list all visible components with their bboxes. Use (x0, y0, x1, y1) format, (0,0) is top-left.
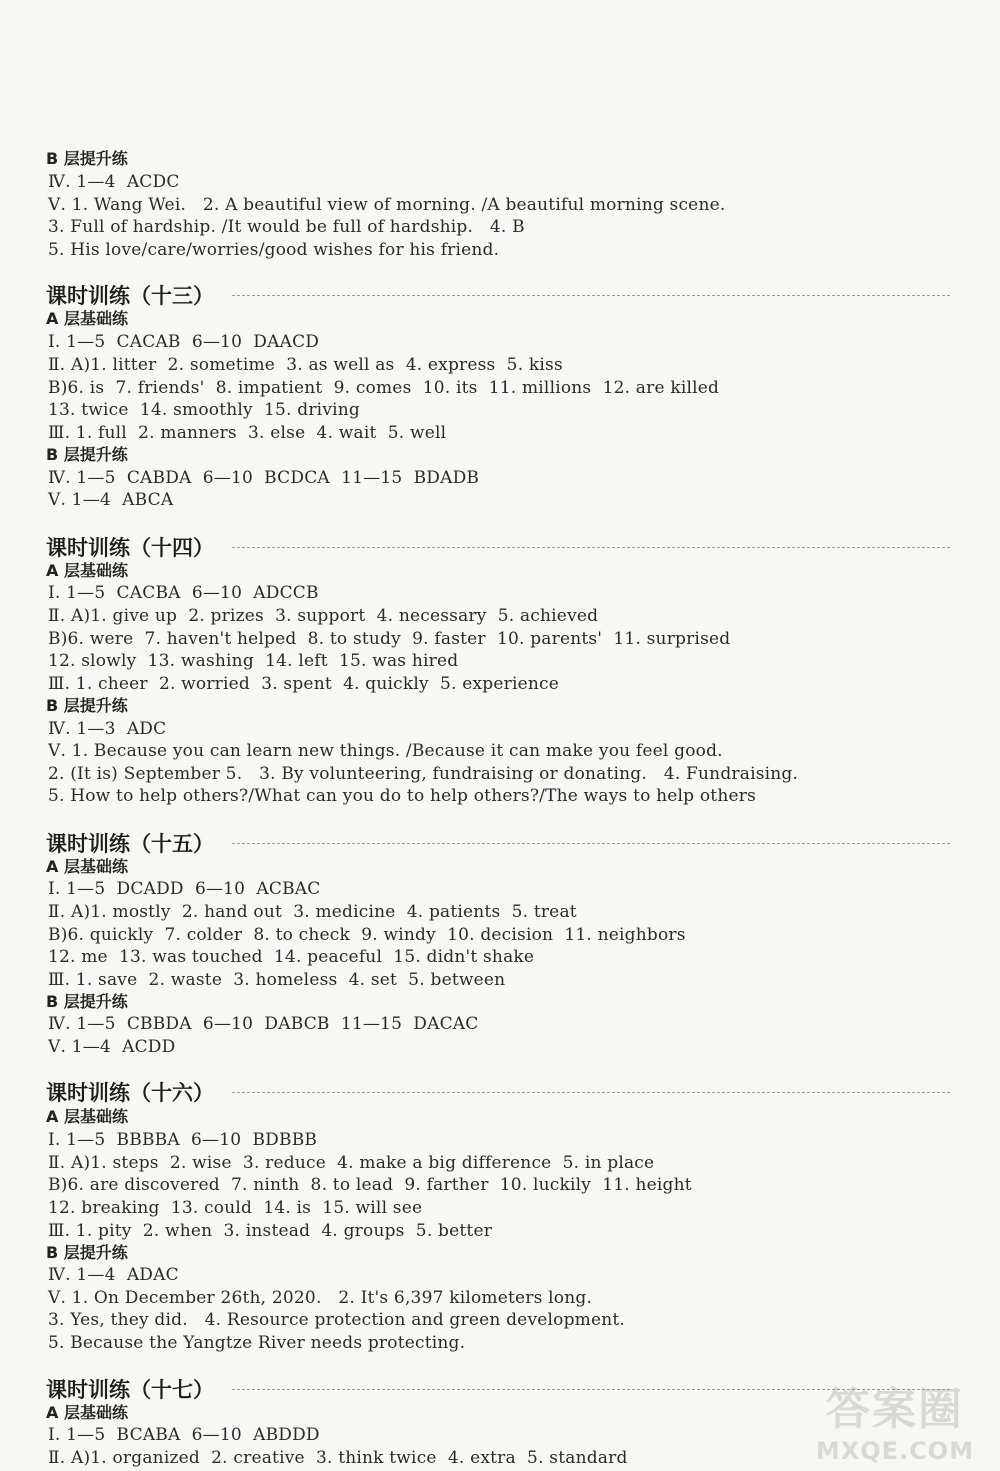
dashed-divider (232, 295, 950, 296)
level-b-heading: B 层提升练 (46, 445, 128, 464)
answer-line: 12. breaking 13. could 14. is 15. will see (48, 1198, 423, 1218)
section-heading-15 (46, 828, 950, 858)
answer-line: 13. twice 14. smoothly 15. driving (48, 400, 360, 420)
level-b-heading: B 层提升练 (46, 1243, 128, 1262)
dashed-divider (232, 547, 950, 548)
answer-line: 5. How to help others?/What can you do to help others?/The ways to help others (48, 786, 756, 806)
section-heading-14 (46, 532, 950, 562)
watermark-logo (800, 1373, 990, 1465)
section-title: 课时训练（十七） (46, 1378, 214, 1402)
dashed-divider (232, 843, 950, 844)
answer-line: Ⅱ. A)1. give up 2. prizes 3. support 4. necessary 5. achieved (48, 606, 599, 626)
answer-line: 3. Yes, they did. 4. Resource protection and green development. (48, 1310, 626, 1330)
answer-line: Ⅰ. 1—5 BBBBA 6—10 BDBBB (48, 1130, 318, 1150)
level-b-heading: B 层提升练 (46, 696, 128, 715)
answer-line: 3. Full of hardship. /It would be full of hardship. 4. B (48, 217, 525, 237)
answer-line: Ⅱ. A)1. mostly 2. hand out 3. medicine 4. patients 5. treat (48, 902, 577, 922)
answer-line: Ⅳ. 1—4 ACDC (48, 172, 180, 192)
answer-line: 12. slowly 13. washing 14. left 15. was hired (48, 651, 459, 671)
answer-line: Ⅳ. 1—4 ADAC (48, 1265, 179, 1285)
section-title: 课时训练（十五） (46, 832, 214, 856)
answer-line: Ⅴ. 1. Because you can learn new things. /Because it can make you feel good. (48, 741, 723, 761)
answer-line: Ⅲ. 1. save 2. waste 3. homeless 4. set 5. between (48, 970, 506, 990)
answer-line: Ⅴ. 1—4 ABCA (48, 490, 174, 510)
answer-line: Ⅰ. 1—5 CACAB 6—10 DAACD (48, 332, 320, 352)
answer-line: Ⅲ. 1. pity 2. when 3. instead 4. groups 5. better (48, 1221, 493, 1241)
answer-line: Ⅴ. 1—4 ACDD (48, 1037, 176, 1057)
answer-line: B)6. is 7. friends' 8. impatient 9. comes 10. its 11. millions 12. are killed (48, 378, 720, 398)
level-a-heading: A 层基础练 (46, 857, 128, 876)
answer-line: 2. (It is) September 5. 3. By volunteering, fundraising or donating. 4. Fundraising. (48, 764, 799, 784)
section-heading-16 (46, 1077, 950, 1107)
answer-line: Ⅲ. 1. cheer 2. worried 3. spent 4. quickly 5. experience (48, 674, 560, 694)
answer-line: Ⅰ. 1—5 CACBA 6—10 ADCCB (48, 583, 319, 603)
answer-line: 12. me 13. was touched 14. peaceful 15. didn't shake (48, 947, 535, 967)
answer-line: B)6. quickly 7. colder 8. to check 9. windy 10. decision 11. neighbors (48, 925, 686, 945)
answer-line: Ⅱ. A)1. litter 2. sometime 3. as well as 4. express 5. kiss (48, 355, 563, 375)
answer-line: Ⅰ. 1—5 DCADD 6—10 ACBAC (48, 879, 321, 899)
level-a-heading: A 层基础练 (46, 561, 128, 580)
level-b-heading: B 层提升练 (46, 992, 128, 1011)
answer-line: Ⅳ. 1—3 ADC (48, 719, 167, 739)
answer-line: B)6. were 7. haven't helped 8. to study 9. faster 10. parents' 11. surprised (48, 629, 731, 649)
answer-line: Ⅳ. 1—5 CBBDA 6—10 DABCB 11—15 DACAC (48, 1014, 479, 1034)
section-title: 课时训练（十四） (46, 536, 214, 560)
level-a-heading: A 层基础练 (46, 1107, 128, 1126)
answer-line: 5. Because the Yangtze River needs protecting. (48, 1333, 466, 1353)
watermark-url: MXQE.COM (815, 1437, 975, 1465)
level-a-heading: A 层基础练 (46, 309, 128, 328)
section-title: 课时训练（十六） (46, 1081, 214, 1105)
section-heading-13 (46, 280, 950, 310)
answer-line: Ⅴ. 1. On December 26th, 2020. 2. It's 6,397 kilometers long. (48, 1288, 593, 1308)
level-a-heading: A 层基础练 (46, 1403, 128, 1422)
answer-line: Ⅴ. 1. Wang Wei. 2. A beautiful view of morning. /A beautiful morning scene. (48, 195, 726, 215)
watermark-text: 答案圈 (826, 1384, 964, 1435)
answer-line: Ⅱ. A)1. organized 2. creative 3. think twice 4. extra 5. standard (48, 1448, 628, 1468)
answer-line: B)6. are discovered 7. ninth 8. to lead 9. farther 10. luckily 11. height (48, 1175, 692, 1195)
dashed-divider (232, 1092, 950, 1093)
answer-line: Ⅲ. 1. full 2. manners 3. else 4. wait 5. well (48, 423, 447, 443)
level-b-heading: B 层提升练 (46, 149, 128, 168)
answer-line: 5. His love/care/worries/good wishes for his friend. (48, 240, 500, 260)
answer-line: Ⅰ. 1—5 BCABA 6—10 ABDDD (48, 1425, 320, 1445)
section-title: 课时训练（十三） (46, 284, 214, 308)
answer-line: Ⅱ. A)1. steps 2. wise 3. reduce 4. make a big difference 5. in place (48, 1153, 655, 1173)
answer-line: Ⅳ. 1—5 CABDA 6—10 BCDCA 11—15 BDADB (48, 468, 480, 488)
